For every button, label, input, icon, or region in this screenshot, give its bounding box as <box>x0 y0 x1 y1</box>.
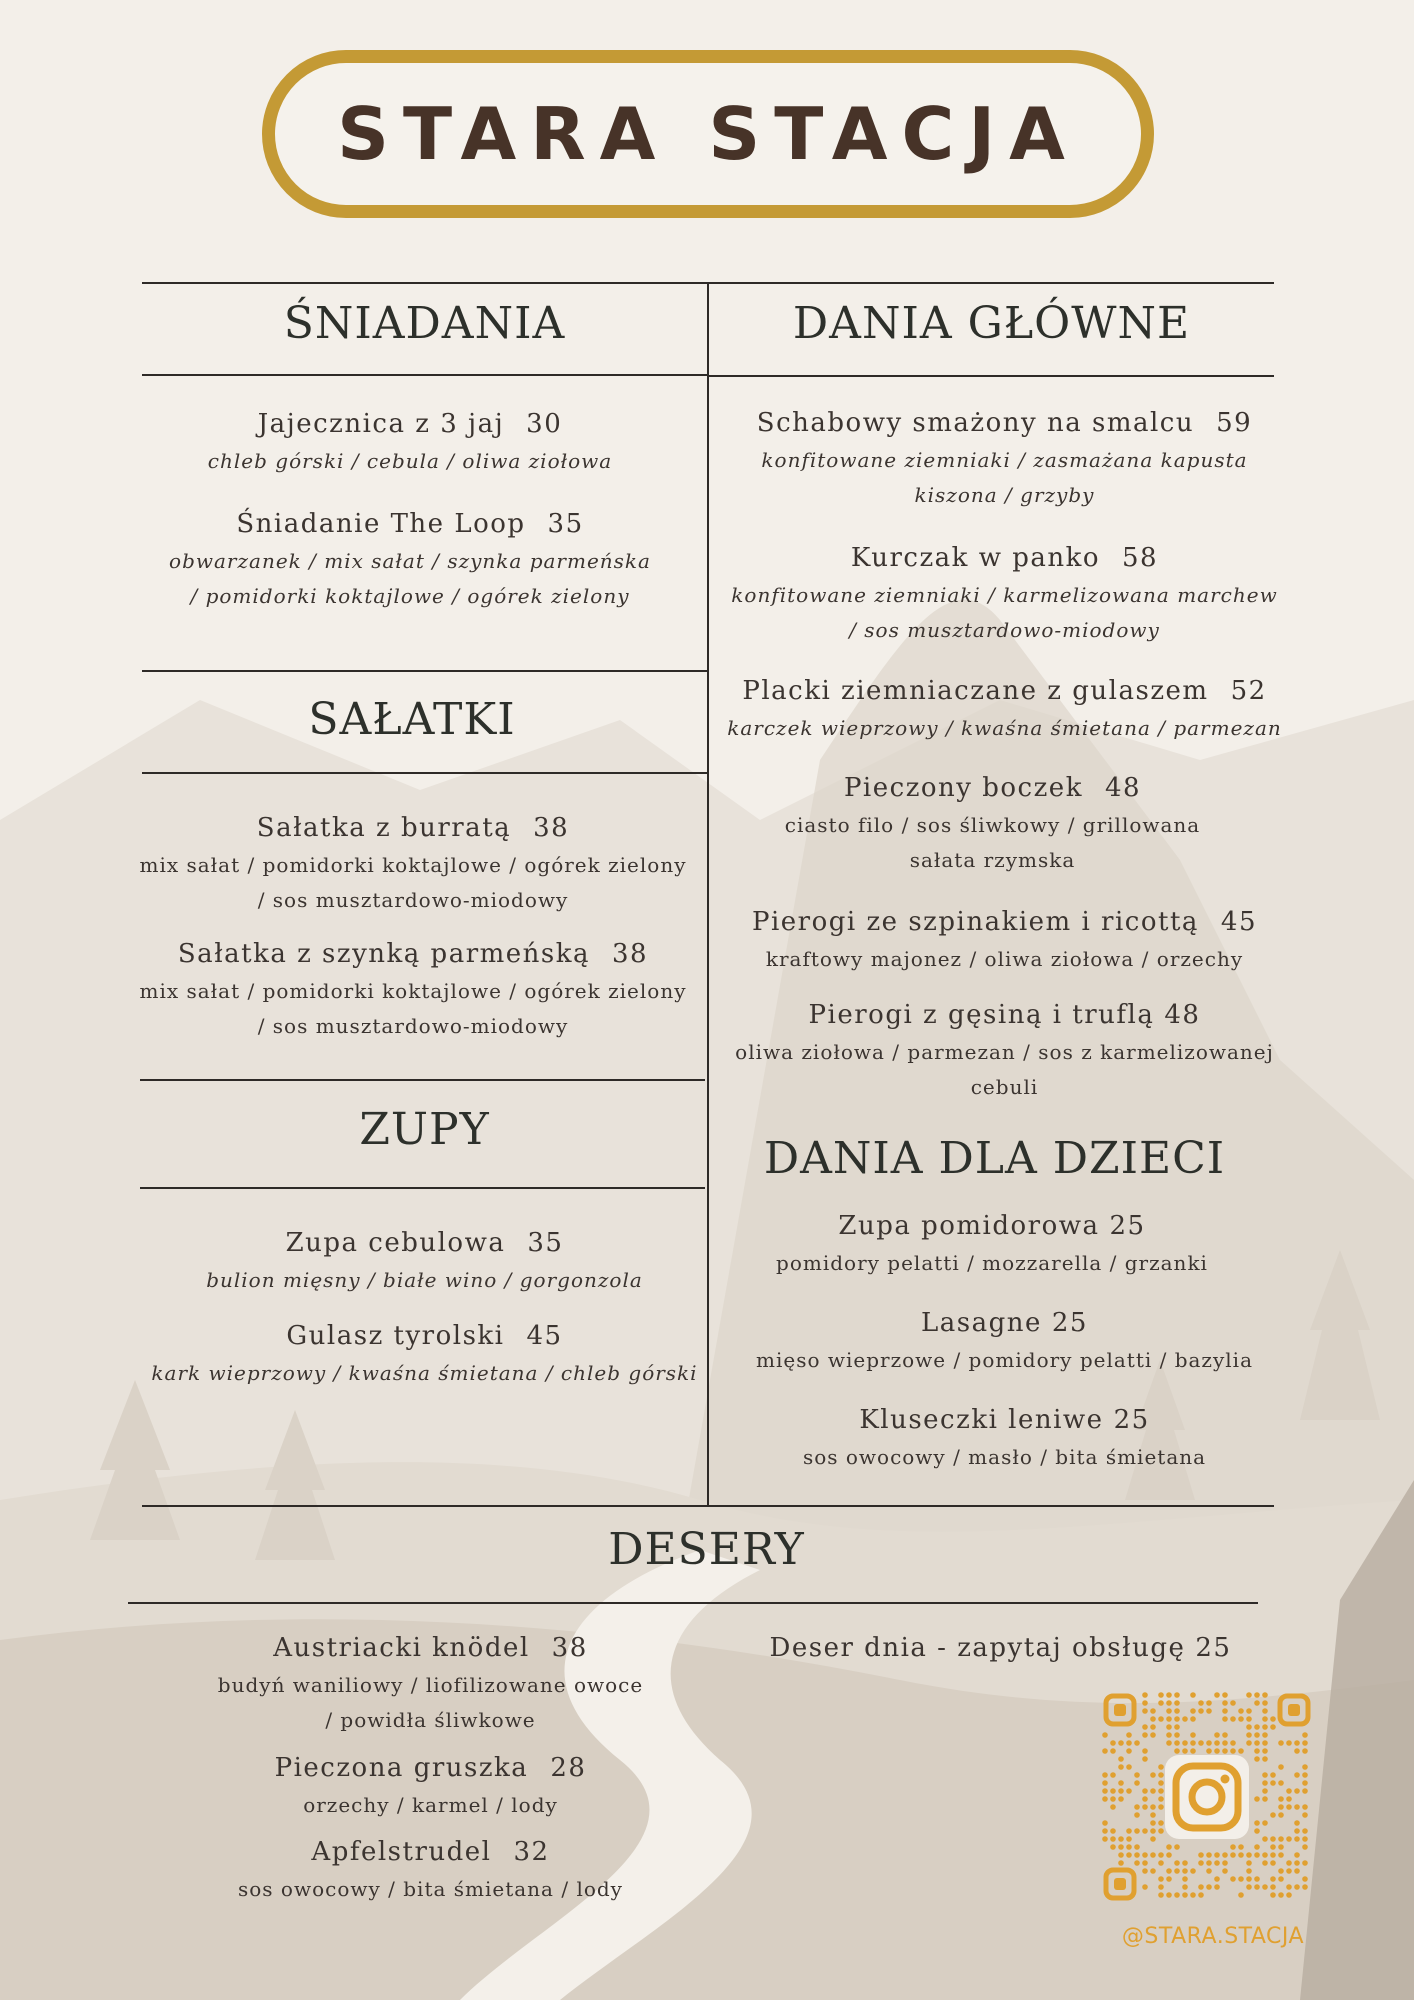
item-name: Schabowy smażony na smalcu <box>756 408 1195 438</box>
item-price: 48 <box>1104 773 1142 803</box>
item-name: Pieczony boczek <box>843 773 1083 803</box>
menu-item <box>148 1628 713 1738</box>
item-description: mix sałat / pomidorki koktajlowe / ogórek zielony <box>139 853 687 877</box>
item-price: 45 <box>1220 907 1257 937</box>
menu-item <box>142 404 678 479</box>
menu-item <box>142 1223 707 1298</box>
item-name: Deser dnia - zapytaj obsługę <box>769 1633 1186 1663</box>
item-name: Kluseczki leniwe <box>859 1405 1104 1435</box>
item-name: Kurczak w panko <box>850 543 1101 573</box>
menu-item <box>722 538 1287 648</box>
item-description: sos owocowy / masło / bita śmietana <box>802 1445 1207 1469</box>
instagram-handle[interactable]: @STARA.STACJA <box>1121 1924 1305 1949</box>
menu-item <box>722 403 1287 513</box>
item-name: Pieczona gruszka <box>274 1753 529 1783</box>
item-description: karczek wieprzowy / kwaśna śmietana / parmezan <box>727 716 1282 740</box>
menu-item <box>118 934 708 1044</box>
item-description: / pomidorki koktajlowe / ogórek zielony <box>190 584 630 608</box>
item-price: 48 <box>1164 1000 1201 1030</box>
item-description: pomidory pelatti / mozzarella / grzanki <box>776 1251 1208 1275</box>
item-price: 59 <box>1216 408 1253 438</box>
item-name: Sałatka z szynką parmeńską <box>177 939 591 969</box>
item-name: Lasagne <box>921 1308 1042 1338</box>
divider <box>709 375 1274 377</box>
section-title-desery: DESERY <box>608 1524 805 1575</box>
item-price: 35 <box>547 509 584 539</box>
item-description: budyń waniliowy / liofilizowane owoce <box>217 1673 644 1697</box>
item-description: chleb górski / cebula / oliwa ziołowa <box>207 449 613 473</box>
item-price: 38 <box>612 939 649 969</box>
divider <box>142 670 707 672</box>
item-price: 45 <box>526 1321 563 1351</box>
item-price: 35 <box>527 1228 564 1258</box>
item-description: cebuli <box>970 1075 1039 1099</box>
menu-item <box>142 1316 707 1391</box>
item-description: mięso wieprzowe / pomidory pelatti / bazylia <box>756 1348 1253 1372</box>
divider <box>140 1187 705 1189</box>
item-description: ciasto filo / sos śliwkowy / grillowana <box>784 813 1201 837</box>
item-name: Zupa cebulowa <box>285 1228 506 1258</box>
item-name: Placki ziemniaczane z gulaszem <box>742 676 1209 706</box>
item-price: 38 <box>551 1633 588 1663</box>
item-name: Pierogi z gęsiną i truflą <box>808 1000 1155 1030</box>
menu-item <box>722 902 1287 977</box>
item-price: 25 <box>1109 1211 1146 1241</box>
section-title-sniadania: ŚNIADANIA <box>283 298 566 349</box>
menu-item <box>142 504 678 614</box>
menu-item <box>722 1206 1262 1281</box>
item-price: 32 <box>513 1837 550 1867</box>
divider <box>142 1505 1274 1507</box>
item-price: 28 <box>550 1753 587 1783</box>
menu-item <box>148 1832 713 1907</box>
section-title-dania-glowne: DANIA GŁÓWNE <box>792 298 1191 349</box>
item-description: konfitowane ziemniaki / zasmażana kapusta <box>761 448 1248 472</box>
restaurant-name: STARA STACJA <box>337 92 1079 176</box>
item-description: / sos musztardowo-miodowy <box>849 618 1160 642</box>
menu-item <box>148 1748 713 1823</box>
item-description: / powidła śliwkowe <box>325 1708 536 1732</box>
item-price: 25 <box>1113 1405 1150 1435</box>
section-title-zupy: ZUPY <box>359 1104 490 1155</box>
item-name: Zupa pomidorowa <box>838 1211 1100 1241</box>
menu-item <box>722 671 1287 746</box>
item-description: / sos musztardowo-miodowy <box>257 888 569 912</box>
item-name: Apfelstrudel <box>311 1837 492 1867</box>
item-description: konfitowane ziemniaki / karmelizowana marchew <box>731 583 1278 607</box>
item-price: 25 <box>1195 1633 1232 1663</box>
item-description: bulion mięsny / białe wino / gorgonzola <box>206 1268 643 1292</box>
divider <box>128 1602 1258 1604</box>
menu-item <box>722 1303 1287 1378</box>
item-price: 25 <box>1051 1308 1088 1338</box>
qr-code[interactable] <box>1101 1691 1313 1903</box>
item-description: orzechy / karmel / lody <box>303 1793 558 1817</box>
item-description: / sos musztardowo-miodowy <box>257 1014 569 1038</box>
menu-item <box>118 808 708 918</box>
item-name: Austriacki knödel <box>273 1633 530 1663</box>
item-price: 30 <box>526 409 563 439</box>
item-price: 38 <box>533 813 570 843</box>
divider <box>142 374 707 376</box>
item-name: Pierogi ze szpinakiem i ricottą <box>751 907 1199 937</box>
section-title-dania-dla-dzieci: DANIA DLA DZIECI <box>763 1133 1226 1184</box>
item-name: Śniadanie The Loop <box>236 509 526 539</box>
item-name: Jajecznica z 3 jaj <box>257 409 505 439</box>
item-name: Sałatka z burratą <box>256 813 512 843</box>
item-description: kark wieprzowy / kwaśna śmietana / chleb górski <box>151 1361 698 1385</box>
menu-item <box>722 1400 1287 1475</box>
item-description: obwarzanek / mix sałat / szynka parmeńska <box>169 549 651 573</box>
item-description: sos owocowy / bita śmietana / lody <box>238 1877 623 1901</box>
divider <box>142 772 707 774</box>
item-description: oliwa ziołowa / parmezan / sos z karmelizowanej <box>735 1040 1274 1064</box>
item-description: kiszona / grzyby <box>914 483 1095 507</box>
menu-item <box>718 1628 1283 1668</box>
item-name: Gulasz tyrolski <box>286 1321 505 1351</box>
item-description: mix sałat / pomidorki koktajlowe / ogórek zielony <box>139 979 687 1003</box>
section-title-salatki: SAŁATKI <box>308 694 516 745</box>
item-price: 52 <box>1230 676 1267 706</box>
menu-item <box>710 768 1275 878</box>
item-price: 58 <box>1122 543 1159 573</box>
item-description: kraftowy majonez / oliwa ziołowa / orzechy <box>765 947 1244 971</box>
item-description: sałata rzymska <box>909 848 1076 872</box>
menu-item <box>722 995 1287 1105</box>
divider <box>140 1079 705 1081</box>
